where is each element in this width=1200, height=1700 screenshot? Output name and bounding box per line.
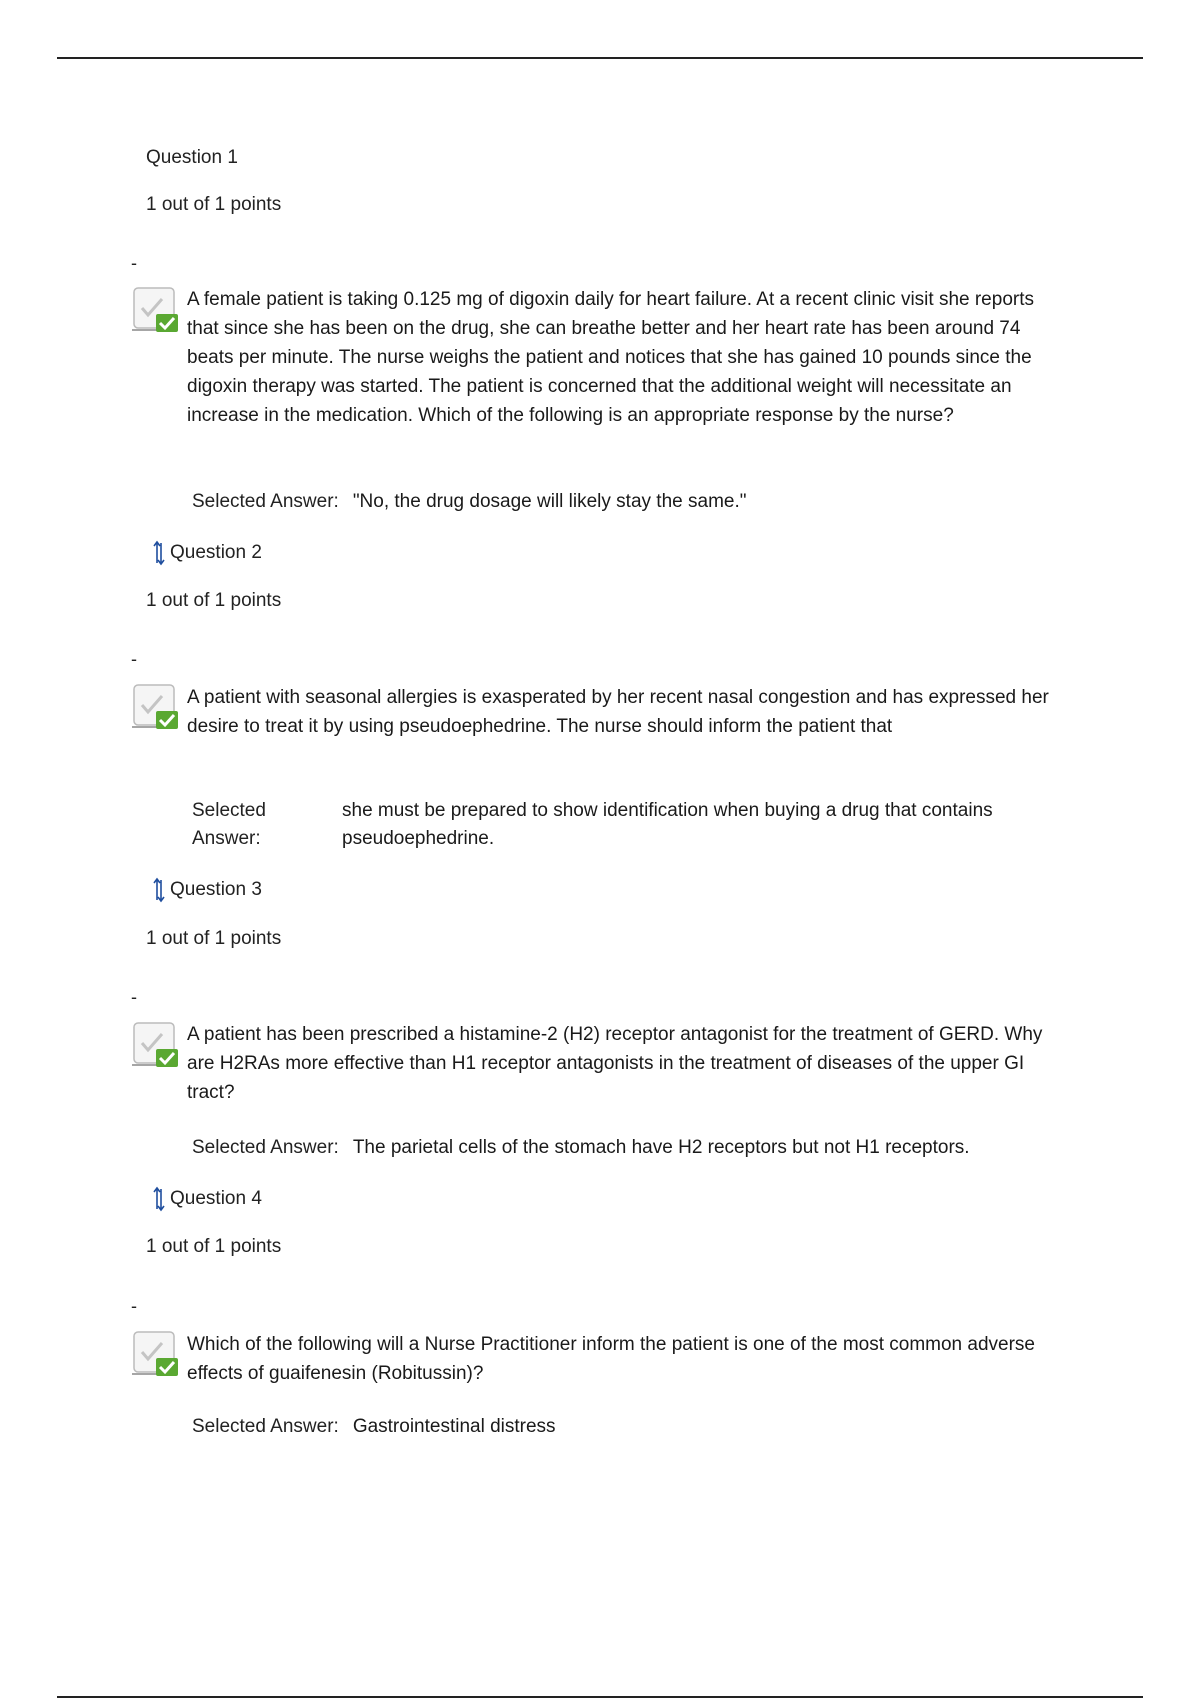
selected-answer-row (192, 488, 747, 516)
question-title-row (152, 877, 262, 903)
correct-answer-check-icon (130, 1328, 182, 1380)
selected-answer-label: Selected Answer: (192, 1137, 339, 1158)
question-text: Which of the following will a Nurse Practitioner inform the patient is one of the most common adverse effects of guaifenesin (Robitussin)? (187, 1334, 1035, 1384)
selected-answer-row (192, 1134, 970, 1162)
correct-answer-check-icon (130, 681, 182, 733)
question-text: A patient has been prescribed a histamine-2 (H2) receptor antagonist for the treatment of GERD. Why are H2RAs more effective than H1 receptor antagonists in the treatment of diseases of the upper GI tract? (187, 1024, 1043, 1103)
question-points: 1 out of 1 points (146, 194, 282, 215)
marker-dot: - (131, 1296, 137, 1316)
selected-answer-row (192, 1413, 556, 1441)
sort-arrows-icon[interactable] (152, 540, 166, 566)
question-title-row (152, 540, 262, 566)
selected-answer-label: Selected Answer: (192, 491, 339, 512)
selected-answer-value: Gastrointestinal distress (352, 1416, 556, 1437)
sort-arrows-icon[interactable] (152, 1186, 166, 1212)
marker-dot: - (131, 253, 137, 273)
selected-answer-value: The parietal cells of the stomach have H2 receptors but not H1 receptors. (352, 1137, 970, 1158)
correct-answer-check-icon (130, 284, 182, 336)
correct-answer-check-icon (130, 1019, 182, 1071)
sort-arrows-icon[interactable] (152, 877, 166, 903)
marker-dot: - (131, 649, 137, 669)
question-text: A female patient is taking 0.125 mg of digoxin daily for heart failure. At a recent clinic visit she reports that since she has been on the drug, she can breathe better and her heart rate has been around 74 beats per minute. The nurse weighs the patient and notices that she has gained 10 pounds since the digoxin therapy was started. The patient is concerned that the additional weight will necessitate an increase in the medication. Which of the following is an appropriate response by the nurse? (187, 289, 1034, 426)
question-title: Question 2 (170, 542, 262, 563)
question-title: Question 4 (170, 1188, 262, 1209)
question-title: Question 1 (146, 147, 238, 168)
selected-answer-label: Selected Answer: (192, 1416, 339, 1437)
marker-dot: - (131, 987, 137, 1007)
selected-answer-value: she must be prepared to show identification when buying a drug that contains pseudoephedrine. (342, 800, 993, 849)
selected-answer-value: "No, the drug dosage will likely stay the same." (352, 491, 747, 512)
question-title-row (152, 1186, 262, 1212)
question-points: 1 out of 1 points (146, 928, 282, 949)
top-rule (57, 57, 1143, 59)
question-title: Question 3 (170, 879, 262, 900)
bottom-rule (57, 1696, 1143, 1698)
question-points: 1 out of 1 points (146, 1236, 282, 1257)
selected-answer-row (192, 797, 1062, 853)
question-text: A patient with seasonal allergies is exasperated by her recent nasal congestion and has expressed her desire to treat it by using pseudoephedrine. The nurse should inform the patient that (187, 687, 1049, 737)
question-points: 1 out of 1 points (146, 590, 282, 611)
selected-answer-label: Selected Answer: (192, 800, 266, 849)
